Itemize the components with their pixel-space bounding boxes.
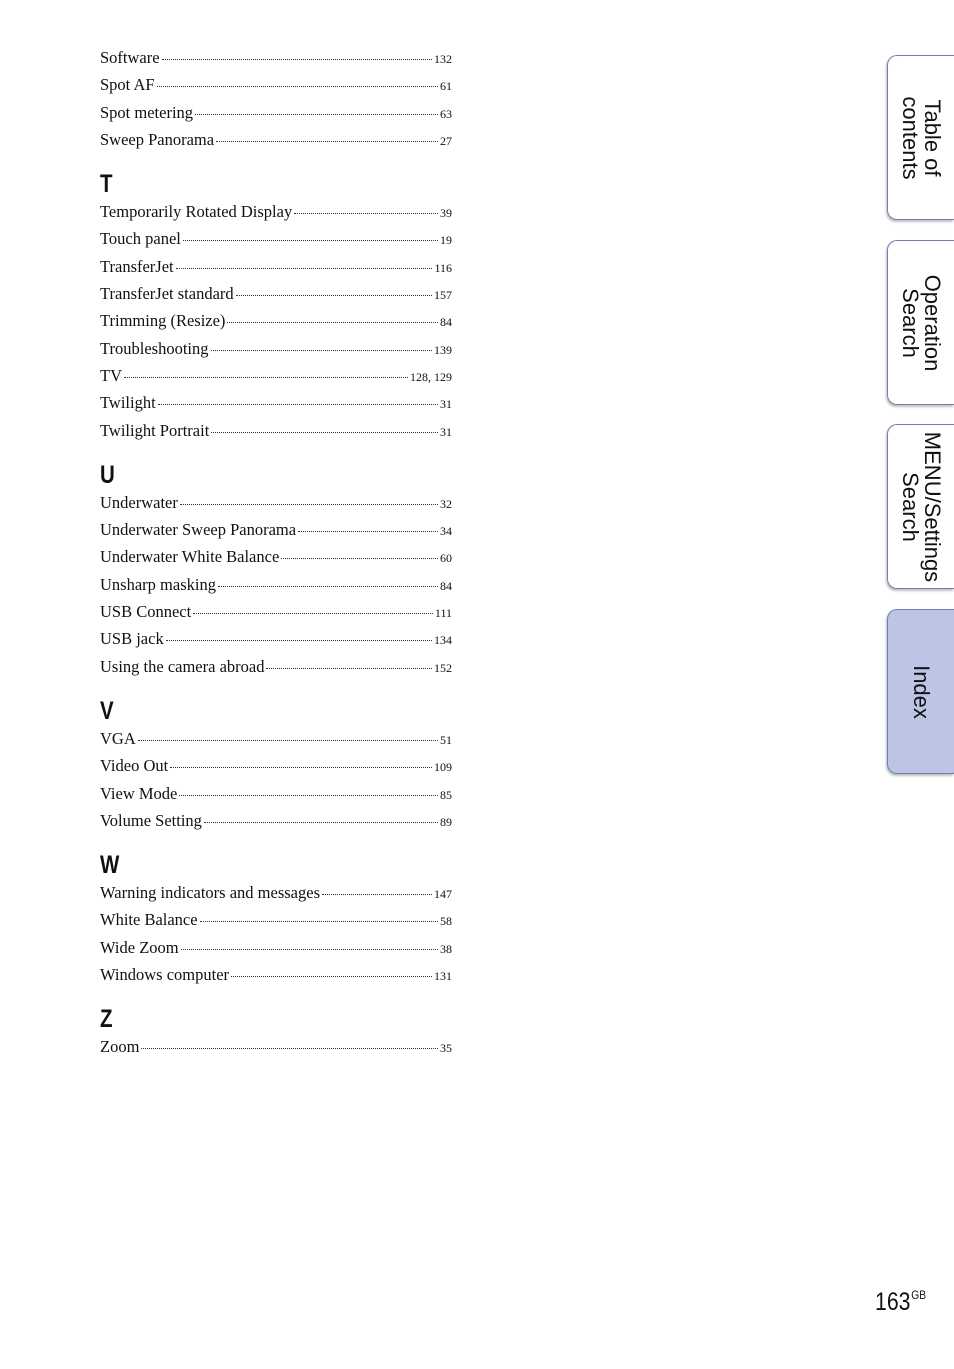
section-letter: Z [100, 1005, 113, 1034]
index-entry[interactable] [100, 657, 452, 684]
index-entry[interactable] [100, 366, 452, 393]
index-entry[interactable] [100, 938, 452, 965]
entry-page-link[interactable]: 35 [440, 1041, 452, 1056]
dot-leader [181, 949, 438, 950]
tab-label-line: Operation [920, 274, 945, 371]
index-entry[interactable] [100, 75, 452, 102]
dot-leader [162, 59, 432, 60]
index-entry[interactable] [100, 311, 452, 338]
tab-0[interactable] [887, 55, 954, 220]
index-entry[interactable] [100, 493, 452, 520]
tab-2[interactable] [887, 424, 954, 589]
entry-term: Windows computer [100, 965, 230, 985]
entry-page-link[interactable]: 85 [440, 787, 452, 802]
entry-term: Sweep Panorama [100, 129, 215, 149]
entry-term: USB Connect [100, 602, 192, 622]
entry-term: Twilight Portrait [100, 420, 210, 440]
tab-1[interactable] [887, 240, 954, 405]
dot-leader [195, 114, 438, 115]
index-list [100, 48, 452, 1065]
index-section [100, 696, 452, 838]
entry-page-link[interactable]: 84 [440, 578, 452, 593]
entry-page-link[interactable]: 139 [434, 342, 452, 357]
entry-term: Video Out [100, 756, 169, 776]
index-entry[interactable] [100, 575, 452, 602]
entry-term: Spot metering [100, 102, 194, 122]
entry-term: TV [100, 365, 122, 385]
entry-term: Spot AF [100, 75, 155, 95]
dot-leader [322, 894, 432, 895]
dot-leader [158, 404, 438, 405]
entry-term: Volume Setting [100, 810, 202, 830]
entry-page-link[interactable]: 51 [440, 732, 452, 747]
entry-page-link[interactable]: 84 [440, 315, 452, 330]
entry-term: Temporarily Rotated Display [100, 202, 293, 222]
entry-term: Using the camera abroad [100, 656, 265, 676]
index-section [100, 169, 452, 448]
entry-page-link[interactable]: 109 [434, 760, 452, 775]
entry-page-link[interactable]: 61 [440, 79, 452, 94]
page-number [875, 1288, 926, 1317]
dot-leader [200, 921, 438, 922]
index-entry[interactable] [100, 103, 452, 130]
dot-leader [183, 240, 438, 241]
entry-page-link[interactable]: 38 [440, 941, 452, 956]
entry-page-link[interactable]: 58 [440, 914, 452, 929]
page-number-suffix: GB [911, 1288, 927, 1302]
index-entry[interactable] [100, 883, 452, 910]
entry-term: Underwater Sweep Panorama [100, 520, 297, 540]
dot-leader [138, 740, 438, 741]
entry-page-link[interactable]: 134 [434, 633, 452, 648]
index-section [100, 1004, 452, 1064]
section-letter: T [100, 170, 113, 199]
entry-term: VGA [100, 728, 136, 748]
entry-page-link[interactable]: 157 [434, 288, 452, 303]
index-entry[interactable] [100, 965, 452, 992]
entry-page-link[interactable]: 31 [440, 424, 452, 439]
entry-term: Troubleshooting [100, 338, 209, 358]
entry-page-link[interactable]: 34 [440, 524, 452, 539]
tab-label-line: MENU/Settings [920, 431, 945, 582]
tab-label-line: Table of [920, 98, 945, 177]
dot-leader [218, 586, 438, 587]
entry-page-link[interactable]: 131 [434, 969, 452, 984]
entry-page-link[interactable]: 147 [434, 887, 452, 902]
entry-page-link[interactable]: 60 [440, 551, 452, 566]
index-entry[interactable] [100, 393, 452, 420]
entry-page-link[interactable]: 89 [440, 814, 452, 829]
entry-term: Trimming (Resize) [100, 311, 226, 331]
entry-term: TransferJet [100, 256, 174, 276]
index-entry[interactable] [100, 284, 452, 311]
entry-term: Zoom [100, 1037, 140, 1057]
section-letter: V [100, 696, 114, 725]
dot-leader [124, 377, 408, 378]
index-entry[interactable] [100, 257, 452, 284]
entry-page-link[interactable]: 116 [434, 260, 452, 275]
entry-page-link[interactable]: 132 [434, 52, 452, 66]
dot-leader [211, 432, 438, 433]
dot-leader [157, 86, 438, 87]
entry-page-link[interactable]: 32 [440, 496, 452, 511]
dot-leader [179, 795, 438, 796]
entry-term: Underwater White Balance [100, 547, 280, 567]
entry-page-link[interactable]: 27 [440, 133, 452, 148]
entry-page-link[interactable]: 31 [440, 397, 452, 412]
index-section [100, 48, 452, 157]
tab-label-line: Index [909, 664, 934, 719]
entry-term: Underwater [100, 492, 178, 512]
dot-leader [170, 767, 432, 768]
tab-label [910, 665, 932, 719]
entry-term: TransferJet standard [100, 284, 234, 304]
entry-term: View Mode [100, 783, 178, 803]
entry-term: USB jack [100, 629, 164, 649]
section-letter: W [100, 851, 120, 880]
index-entry[interactable] [100, 629, 452, 656]
entry-term: Twilight [100, 393, 156, 413]
index-entry[interactable] [100, 202, 452, 229]
tab-label [899, 96, 943, 179]
index-entry[interactable] [100, 1037, 452, 1064]
tab-label [899, 274, 943, 371]
entry-term: White Balance [100, 910, 198, 930]
entry-page-link[interactable]: 19 [440, 233, 452, 248]
dot-leader [211, 350, 433, 351]
dot-leader [236, 295, 432, 296]
dot-leader [281, 558, 438, 559]
entry-term: Wide Zoom [100, 937, 179, 957]
dot-leader [180, 504, 438, 505]
dot-leader [204, 822, 438, 823]
dot-leader [166, 640, 432, 641]
entry-term: Touch panel [100, 229, 181, 249]
section-letter: U [100, 460, 115, 489]
dot-leader [266, 668, 432, 669]
dot-leader [193, 613, 433, 614]
tab-label-line: contents [898, 95, 923, 180]
index-entry[interactable] [100, 48, 452, 75]
index-entry[interactable] [100, 784, 452, 811]
dot-leader [294, 213, 438, 214]
index-section [100, 850, 452, 992]
entry-page-link[interactable]: 152 [434, 660, 452, 675]
index-entry[interactable] [100, 421, 452, 448]
tab-label-line: Search [898, 471, 923, 542]
tab-3[interactable] [887, 609, 954, 774]
index-entry[interactable] [100, 910, 452, 937]
entry-term: Software [100, 48, 160, 67]
index-entry[interactable] [100, 520, 452, 547]
entry-term: Warning indicators and messages [100, 883, 320, 903]
tab-label-line: Search [898, 287, 923, 358]
dot-leader [176, 268, 433, 269]
tab-label [899, 431, 943, 581]
index-entry[interactable] [100, 729, 452, 756]
entry-page-link[interactable]: 111 [434, 606, 452, 621]
entry-page-link[interactable]: 128, 129 [410, 369, 452, 384]
index-section [100, 460, 452, 684]
entry-term: Unsharp masking [100, 574, 216, 594]
index-entry[interactable] [100, 130, 452, 157]
index-entry[interactable] [100, 547, 452, 574]
dot-leader [298, 531, 438, 532]
index-entry[interactable] [100, 339, 452, 366]
dot-leader [227, 322, 438, 323]
entry-page-link[interactable]: 63 [440, 106, 452, 121]
dot-leader [216, 141, 438, 142]
index-entry[interactable] [100, 229, 452, 256]
entry-page-link[interactable]: 39 [440, 206, 452, 221]
dot-leader [141, 1048, 438, 1049]
index-entry[interactable] [100, 811, 452, 838]
page-number-value: 163 [875, 1288, 911, 1316]
dot-leader [231, 976, 432, 977]
index-entry[interactable] [100, 602, 452, 629]
index-entry[interactable] [100, 756, 452, 783]
